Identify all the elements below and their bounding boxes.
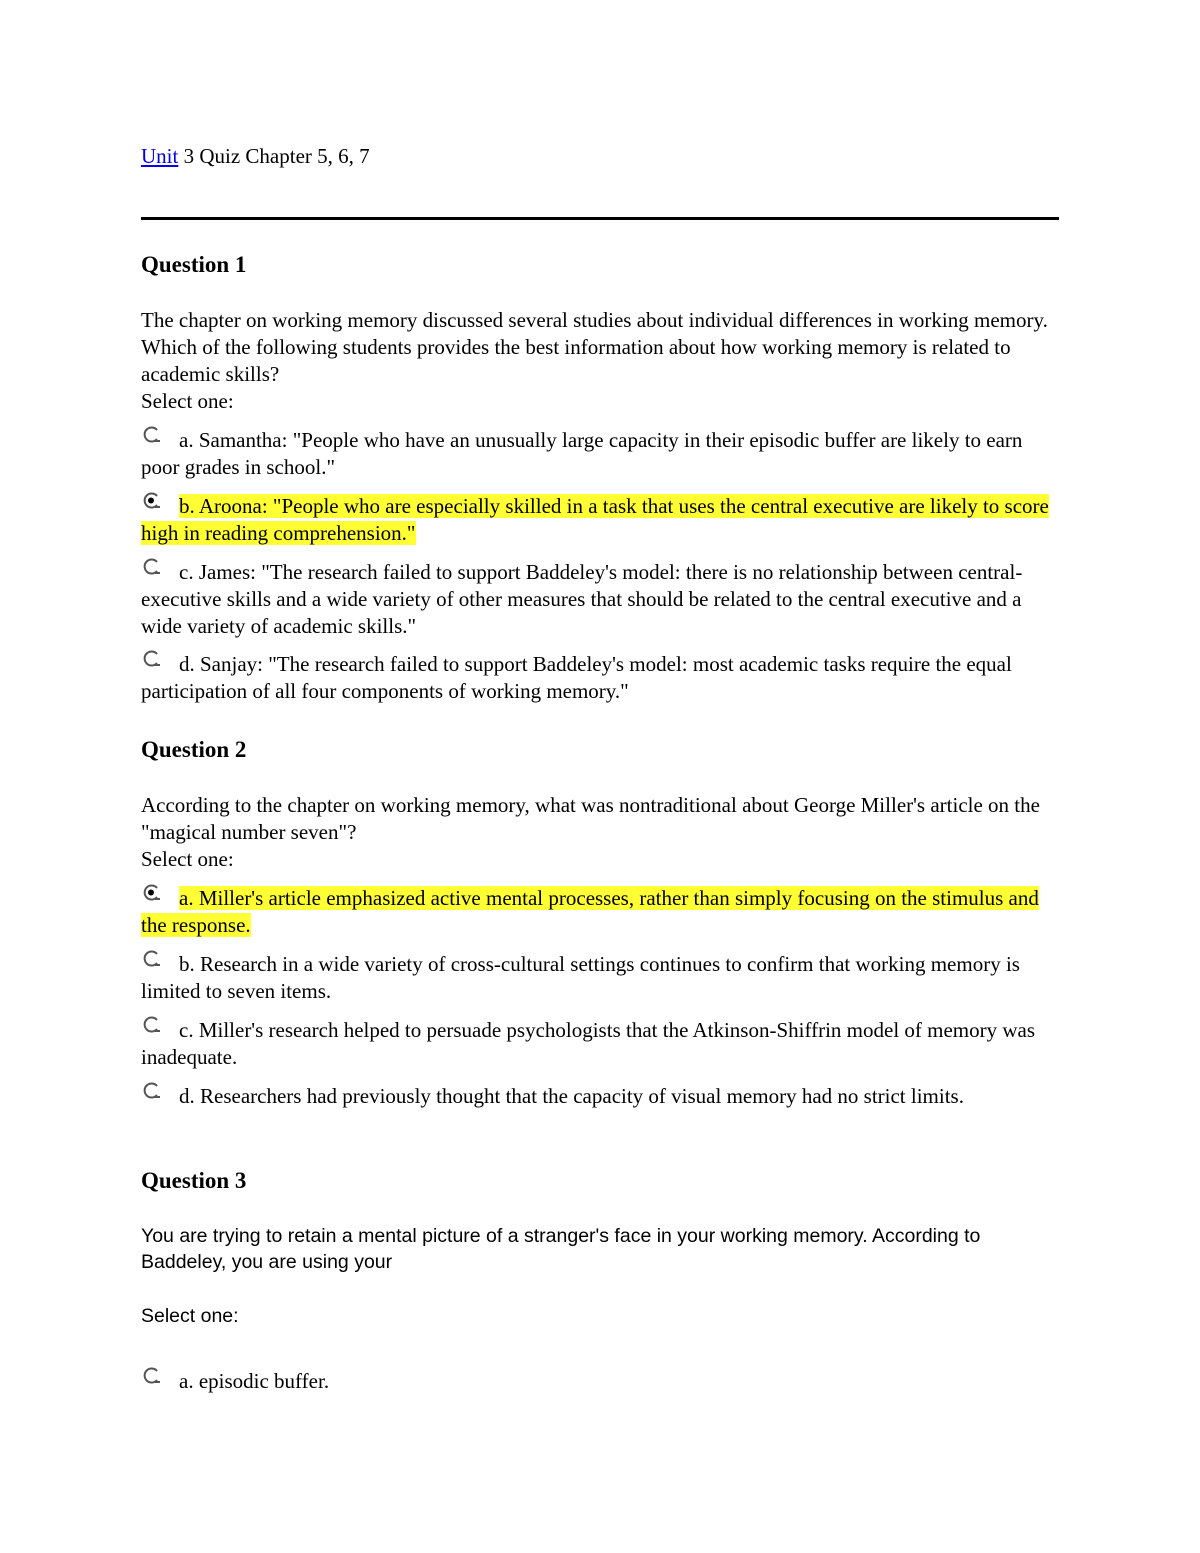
select-one-label: Select one:	[141, 1305, 239, 1327]
answer-option[interactable]	[141, 1083, 1059, 1110]
question-1	[141, 250, 1059, 705]
answer-option[interactable]	[141, 951, 1059, 1005]
radio-checked-icon[interactable]	[141, 495, 165, 515]
question-title: Question 3	[141, 1168, 247, 1193]
question-title: Question 2	[141, 737, 247, 762]
breadcrumb-unit-link[interactable]: Unit	[141, 144, 179, 168]
option-label: d. Sanjay: "The research failed to support Baddeley's model: most academic tasks require the equal participation of all four components of working memory."	[141, 652, 1012, 703]
question-text: The chapter on working memory discussed several studies about individual differences in working memory. Which of the following students provides the best information about how working memory is related to academic skills?	[141, 308, 1048, 386]
option-label: d. Researchers had previously thought that the capacity of visual memory had no strict limits.	[179, 1084, 964, 1108]
radio-unchecked-icon[interactable]	[141, 953, 165, 973]
option-label-highlighted: a. Miller's article emphasized active mental processes, rather than simply focusing on the stimulus and the response.	[141, 886, 1039, 937]
radio-unchecked-icon[interactable]	[141, 1085, 165, 1105]
question-3	[141, 1166, 1059, 1395]
answer-option[interactable]	[141, 559, 1059, 640]
option-label: b. Research in a wide variety of cross-cultural settings continues to confirm that working memory is limited to seven items.	[141, 952, 1020, 1003]
option-label: c. James: "The research failed to support Baddeley's model: there is no relationship between central-executive skills and a wide variety of other measures that should be related to the central executive and a wide variety of academic skills."	[141, 560, 1023, 638]
breadcrumb-title: 3 Quiz Chapter 5, 6, 7	[178, 144, 370, 168]
answer-option[interactable]	[141, 651, 1059, 705]
radio-unchecked-icon[interactable]	[141, 429, 165, 449]
question-2	[141, 735, 1059, 1110]
answer-option-selected[interactable]	[141, 493, 1059, 547]
radio-unchecked-icon[interactable]	[141, 1019, 165, 1039]
question-title: Question 1	[141, 252, 247, 277]
question-text: According to the chapter on working memory, what was nontraditional about George Miller's article on the "magical number seven"?	[141, 793, 1040, 844]
question-text: You are trying to retain a mental picture of a stranger's face in your working memory. According to Baddeley, you are using your	[141, 1225, 981, 1273]
radio-unchecked-icon[interactable]	[141, 653, 165, 673]
answer-option[interactable]	[141, 1368, 1059, 1395]
option-label: a. Samantha: "People who have an unusually large capacity in their episodic buffer are likely to earn poor grades in school."	[141, 428, 1023, 479]
answer-option-selected[interactable]	[141, 885, 1059, 939]
option-label: c. Miller's research helped to persuade psychologists that the Atkinson-Shiffrin model of memory was inadequate.	[141, 1018, 1036, 1069]
header-divider	[141, 217, 1059, 220]
radio-unchecked-icon[interactable]	[141, 1370, 165, 1390]
option-label-highlighted: b. Aroona: "People who are especially skilled in a task that uses the central executive are likely to score high in reading comprehension."	[141, 494, 1049, 545]
radio-checked-icon[interactable]	[141, 887, 165, 907]
option-label: a. episodic buffer.	[179, 1369, 330, 1393]
answer-option[interactable]	[141, 427, 1059, 481]
answer-option[interactable]	[141, 1017, 1059, 1071]
select-one-label: Select one:	[141, 389, 234, 413]
radio-unchecked-icon[interactable]	[141, 561, 165, 581]
select-one-label: Select one:	[141, 847, 234, 871]
breadcrumb	[141, 142, 370, 170]
